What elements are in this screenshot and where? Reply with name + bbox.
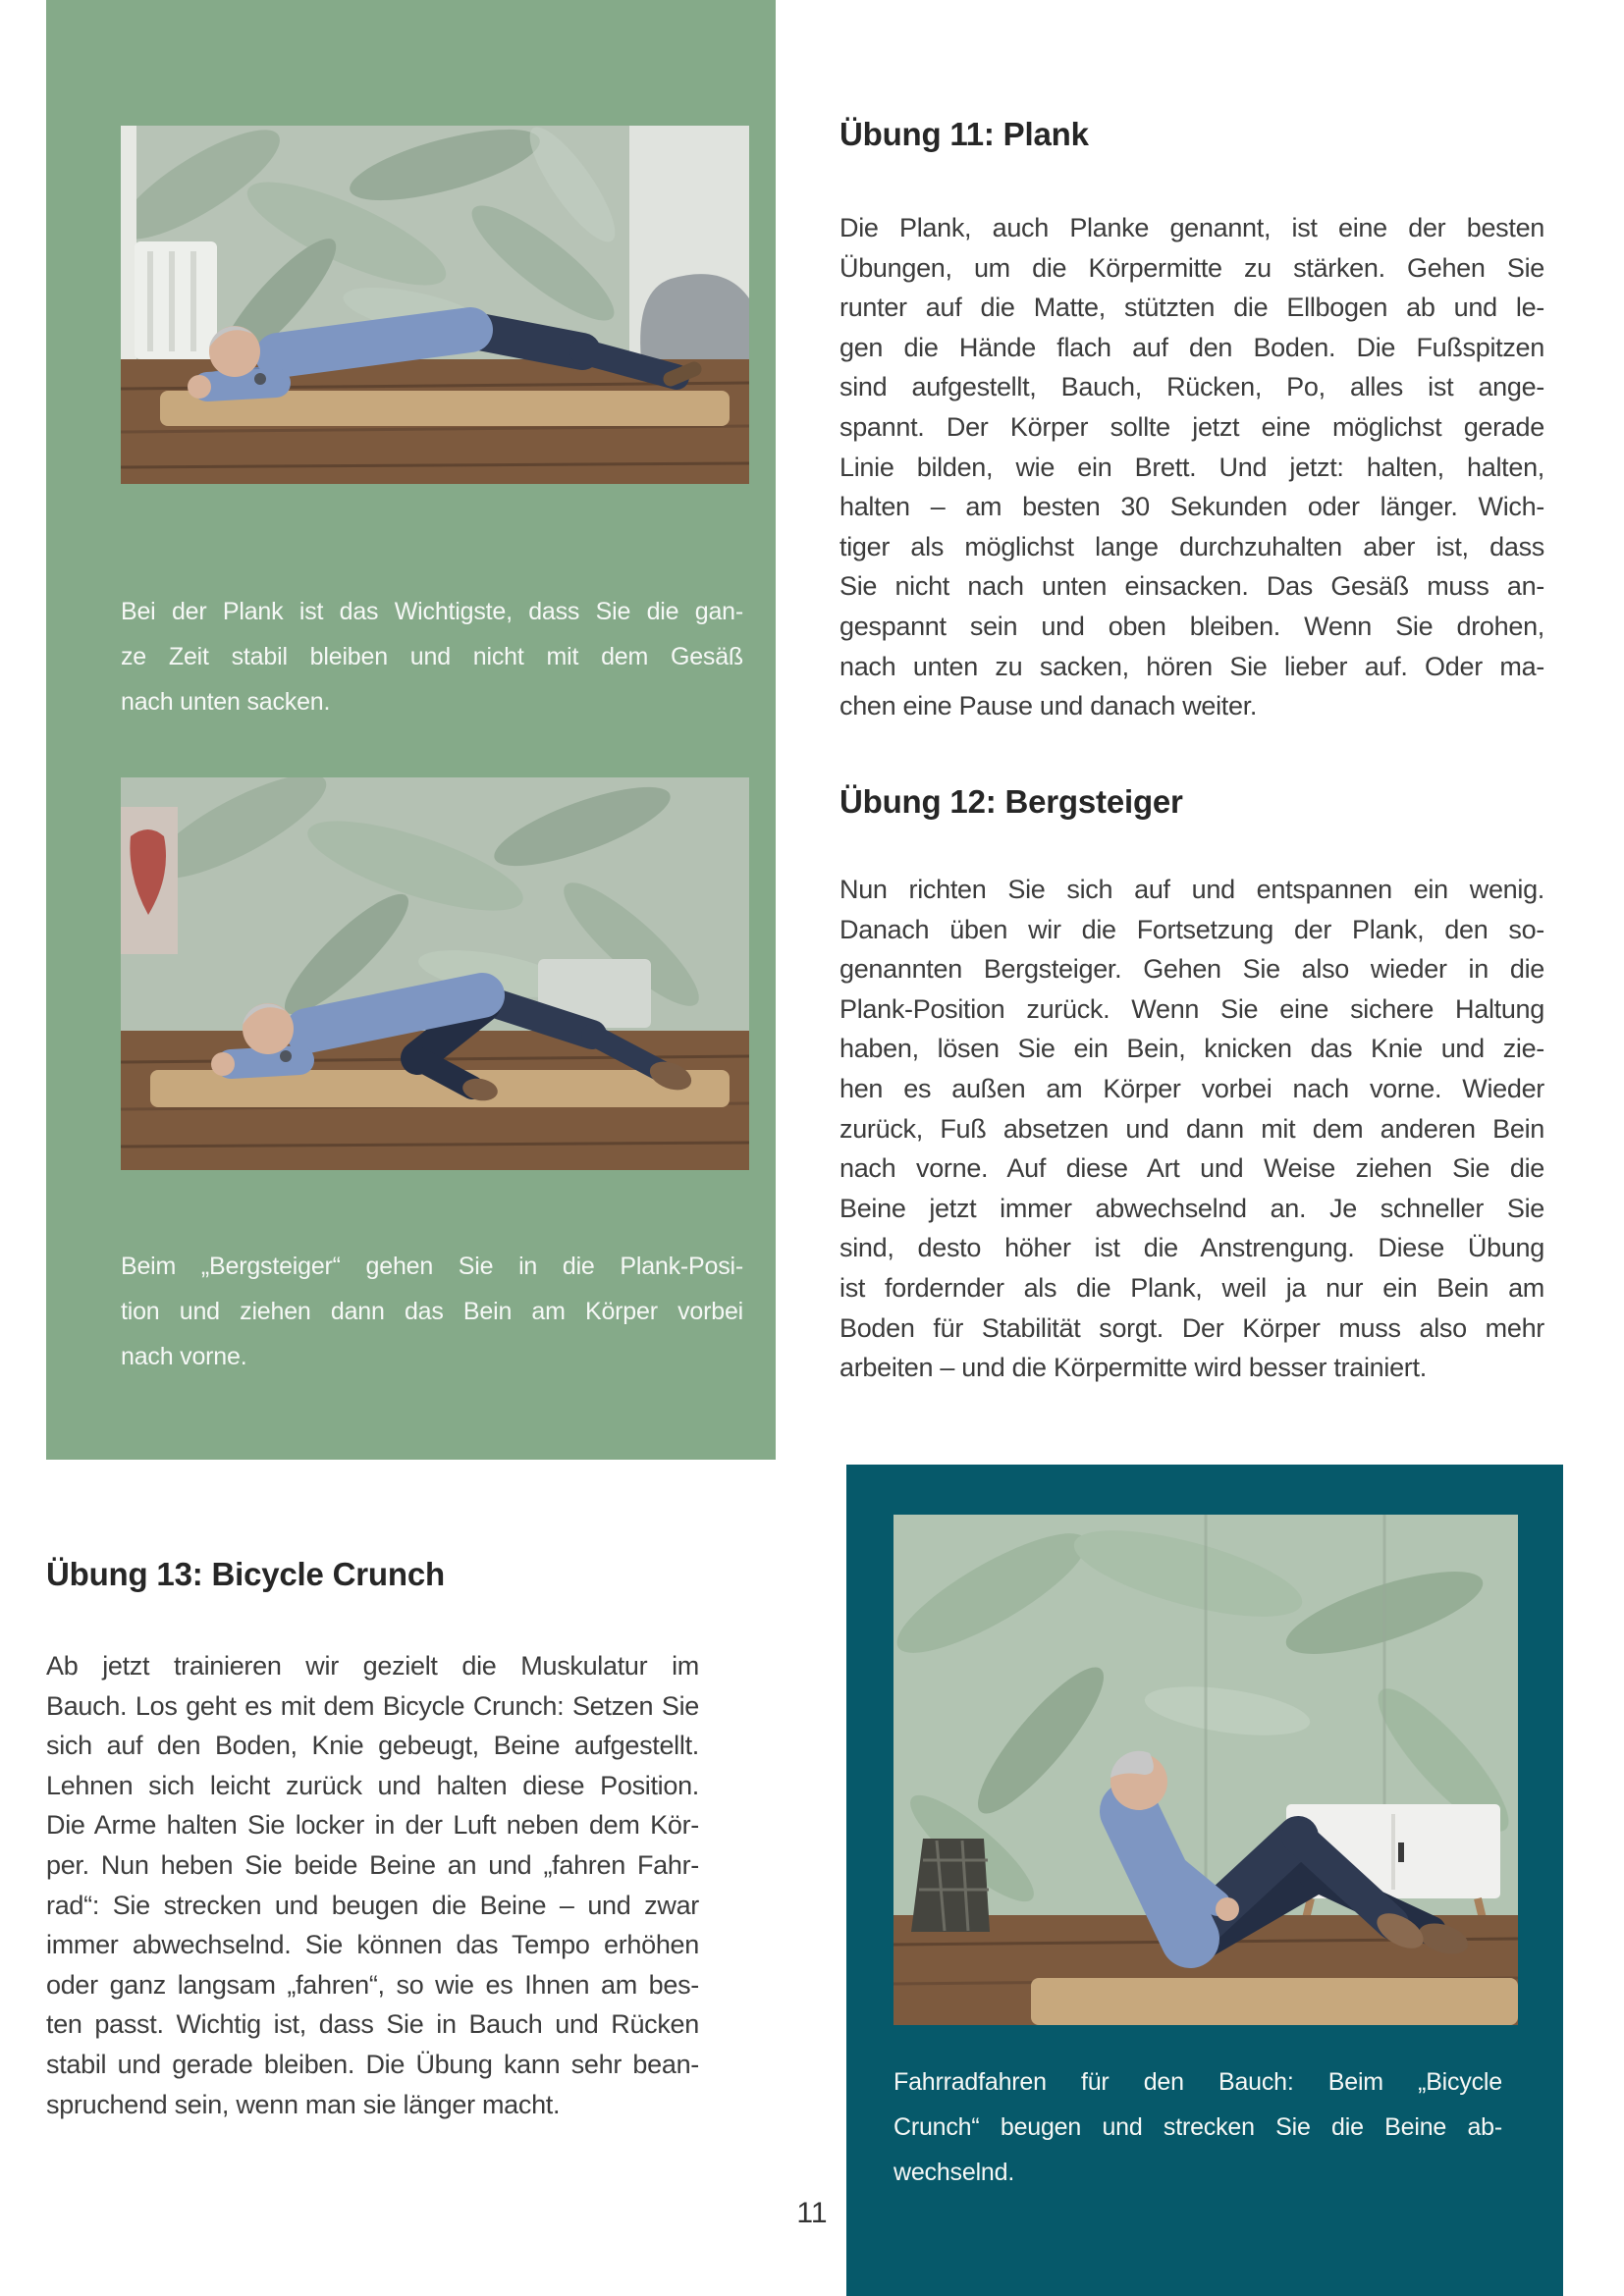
text-line: immer abwechselnd. Sie können das Tempo erhöhen <box>46 1930 699 1960</box>
text-line: haben, lösen Sie ein Bein, knicken das Knie und zie- <box>839 1034 1544 1064</box>
text-line: zurück, Fuß absetzen und dann mit dem anderen Bein <box>839 1113 1544 1144</box>
text-line: Nun richten Sie sich auf und entspannen ein wenig. <box>839 875 1544 904</box>
bergsteiger-caption <box>121 1244 743 1379</box>
bicycle-crunch-photo-illustration <box>893 1515 1518 2025</box>
text-line: Ab jetzt trainieren wir gezielt die Muskulatur im <box>46 1651 699 1681</box>
green-photo-panel <box>46 0 776 1460</box>
text-line: gen die Hände flach auf den Boden. Die Fußspitzen <box>839 332 1544 362</box>
text-line: sich auf den Boden, Knie gebeugt, Beine aufgestellt. <box>46 1731 699 1761</box>
text-line: hen es außen am Körper vorbei nach vorne. Wieder <box>839 1073 1544 1103</box>
text-line: Sie nicht nach unten einsacken. Das Gesäß muss an- <box>839 571 1544 602</box>
text-line: Beine jetzt immer abwechselnd an. Je schneller Sie <box>839 1193 1544 1223</box>
text-line: Fahrradfahren für den Bauch: Beim „Bicycle <box>893 2068 1502 2096</box>
text-line: nach unten zu sacken, hören Sie lieber auf. Oder ma- <box>839 651 1544 681</box>
paragraph-uebung-11 <box>839 208 1544 726</box>
heading-uebung-11: Übung 11: Plank <box>839 116 1089 152</box>
text-line: ze Zeit stabil bleiben und nicht mit dem Gesäß <box>121 643 743 670</box>
plank-caption <box>121 589 743 724</box>
text-line: genannten Bergsteiger. Gehen Sie also wieder in die <box>839 954 1544 985</box>
text-line: runter auf die Matte, stützten die Ellbogen ab und le- <box>839 293 1544 323</box>
text-line: ten passt. Wichtig ist, dass Sie in Bauch und Rücken <box>46 2009 699 2040</box>
text-line: Linie bilden, wie ein Brett. Und jetzt: halten, halten, <box>839 452 1544 482</box>
text-line: oder ganz langsam „fahren“, so wie es Ihnen am bes- <box>46 1969 699 2000</box>
text-line: sind, desto höher ist die Anstrengung. Diese Übung <box>839 1233 1544 1263</box>
text-line: tion und ziehen dann das Bein am Körper vorbei <box>121 1298 743 1325</box>
text-line: ist fordernder als die Plank, weil ja nur ein Bein am <box>839 1272 1544 1303</box>
page-number: 11 <box>796 2197 828 2229</box>
text-line: spruchend sein, wenn man sie länger macht. <box>46 2089 561 2119</box>
paragraph-uebung-12 <box>839 870 1544 1388</box>
text-line: wechselnd. <box>893 2159 1015 2186</box>
paragraph-uebung-13 <box>46 1646 699 2124</box>
text-line: Lehnen sich leicht zurück und halten diese Position. <box>46 1770 699 1800</box>
heading-uebung-13: Übung 13: Bicycle Crunch <box>46 1556 445 1592</box>
text-line: nach vorne. Auf diese Art und Weise ziehen Sie die <box>839 1153 1544 1184</box>
bergsteiger-photo-illustration <box>121 777 749 1170</box>
text-line: halten – am besten 30 Sekunden oder länger. Wich- <box>839 492 1544 522</box>
bicycle-crunch-photo <box>893 1515 1518 2025</box>
text-line: Übungen, um die Körpermitte zu stärken. Gehen Sie <box>839 252 1544 283</box>
text-line: sind aufgestellt, Bauch, Rücken, Po, alles ist ange- <box>839 372 1544 402</box>
text-line: tiger als möglichst lange durchzuhalten aber ist, dass <box>839 531 1544 561</box>
text-line: Danach üben wir die Fortsetzung der Plank, den so- <box>839 914 1544 944</box>
plank-photo <box>121 126 749 484</box>
bicycle-crunch-caption <box>893 2059 1502 2195</box>
text-line: Boden für Stabilität sorgt. Der Körper muss also mehr <box>839 1312 1544 1343</box>
bergsteiger-photo <box>121 777 749 1170</box>
text-line: Bei der Plank ist das Wichtigste, dass Sie die gan- <box>121 598 743 625</box>
text-line: per. Nun heben Sie beide Beine an und „fahren Fahr- <box>46 1849 699 1880</box>
teal-photo-panel <box>846 1465 1563 2296</box>
text-line: nach vorne. <box>121 1343 247 1370</box>
text-line: nach unten sacken. <box>121 688 331 716</box>
text-line: chen eine Pause und danach weiter. <box>839 691 1258 721</box>
plank-photo-illustration <box>121 126 749 484</box>
text-line: rad“: Sie strecken und beugen die Beine – und zwar <box>46 1890 699 1920</box>
text-line: Crunch“ beugen und strecken Sie die Beine ab- <box>893 2113 1502 2141</box>
text-line: Bauch. Los geht es mit dem Bicycle Crunch: Setzen Sie <box>46 1690 699 1721</box>
text-line: Beim „Bergsteiger“ gehen Sie in die Plank-Posi- <box>121 1253 743 1280</box>
heading-uebung-12: Übung 12: Bergsteiger <box>839 783 1183 820</box>
text-line: Die Arme halten Sie locker in der Luft neben dem Kör- <box>46 1810 699 1841</box>
text-line: Plank-Position zurück. Wenn Sie eine sichere Haltung <box>839 993 1544 1024</box>
text-line: Die Plank, auch Planke genannt, ist eine der besten <box>839 213 1544 242</box>
text-line: spannt. Der Körper sollte jetzt eine möglichst gerade <box>839 411 1544 442</box>
text-line: gespannt sein und oben bleiben. Wenn Sie drohen, <box>839 611 1544 641</box>
text-line: arbeiten – und die Körpermitte wird besser trainiert. <box>839 1353 1427 1383</box>
text-line: stabil und gerade bleiben. Die Übung kann sehr bean- <box>46 2049 699 2079</box>
